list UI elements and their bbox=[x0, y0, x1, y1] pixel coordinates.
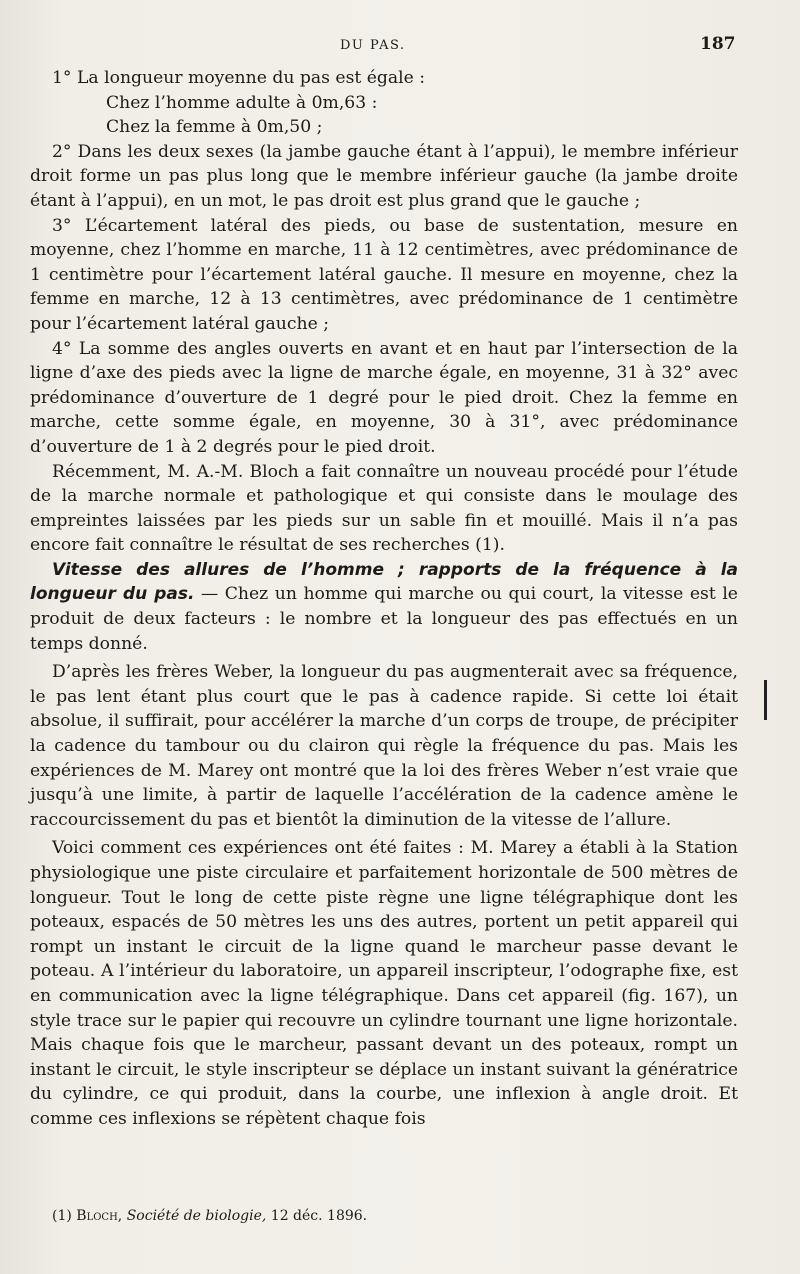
page-number: 187 bbox=[700, 34, 736, 54]
body-text bbox=[30, 66, 738, 1132]
finding-1-women: Chez la femme à 0m,50 ; bbox=[106, 117, 323, 138]
finding-1-men: Chez l’homme adulte à 0m,63 : bbox=[106, 92, 378, 113]
running-head: DU PAS. bbox=[340, 38, 406, 53]
bloch-paragraph: Récemment, M. A.-M. Bloch a fait connaître un nouveau procédé pour l’étude de la marche normale et pathologique et qui consiste dans le moulage des empreintes laissées par les pieds sur un sable fin et mouillé. Mais il n’a pas encore fait connaître le résultat de ses recherches (1). bbox=[30, 461, 738, 556]
footnote-journal: Société de biologie, bbox=[126, 1208, 267, 1224]
finding-4: 4° La somme des angles ouverts en avant et en haut par l’intersection de la ligne d’axe des pieds avec la ligne de marche égale, en moyenne, 31 à 32° avec prédominance d’ouverture de 1 degré pour le pied droit. Chez la femme en marche, cette somme égale, en moyenne, 30 à 31°, avec prédominance d’ouverture de 1 à 2 degrés pour le pied droit. bbox=[30, 338, 738, 457]
finding-3: 3° L’écartement latéral des pieds, ou base de sustentation, mesure en moyenne, chez l’homme en marche, 11 à 12 centimètres, avec prédominance de 1 centimètre pour l’écartement latéral gauche. Il mesure en moyenne, chez la femme en marche, 12 à 13 centimètres, avec prédominance de 1 centimètre pour l’écartement latéral gauche ; bbox=[30, 215, 738, 334]
marey-paragraph: Voici comment ces expériences ont été faites : M. Marey a établi à la Station physiologique une piste circulaire et parfaitement horizontale de 500 mètres de longueur. Tout le long de cette piste règne une ligne télégraphique dont les poteaux, espacés de 50 mètres les uns des autres, portent un petit appareil qui rompt un instant le circuit de la ligne quand le marcheur passe devant le poteau. A l’intérieur du laboratoire, un appareil inscripteur, l’odographe fixe, est en communication avec la ligne télégraphique. Dans cet appareil (fig. 167), un style trace sur le papier qui recouvre un cylindre tournant une ligne horizontale. Mais chaque fois que le marcheur, passant devant un des poteaux, rompt un instant le circuit, le style inscripteur se déplace un instant suivant la génératrice du cylindre, ce qui produit, dans la courbe, une inflexion à angle droit. Et comme ces inflexions se répètent chaque fois bbox=[30, 838, 738, 1129]
footnote-date: 12 déc. 1896. bbox=[270, 1208, 368, 1224]
footnote bbox=[52, 1208, 367, 1224]
footnote-number: (1) bbox=[52, 1208, 72, 1224]
section-title: Vitesse des allures de l’homme ; rapports de la fréquence à la longueur du pas. bbox=[30, 559, 738, 605]
finding-1: 1° La longueur moyenne du pas est égale : bbox=[52, 68, 426, 88]
finding-2: 2° Dans les deux sexes (la jambe gauche étant à l’appui), le membre inférieur droit forme un pas plus long que le membre inférieur gauche (la jambe droite étant à l’appui), en un mot, le pas droit est plus grand que le gauche ; bbox=[30, 141, 738, 211]
page-header bbox=[0, 34, 800, 58]
section-paragraph bbox=[30, 558, 738, 656]
weber-paragraph: D’après les frères Weber, la longueur du pas augmenterait avec sa fréquence, le pas lent étant plus court que le pas à cadence rapide. Si cette loi était absolue, il suffirait, pour accélérer la marche d’un corps de troupe, de précipiter la cadence du tambour ou du clairon qui règle la fréquence du pas. Mais les expériences de M. Marey ont montré que la loi des frères Weber n’est vraie que jusqu’à une limite, à partir de laquelle l’accélération de la cadence amène le raccourcissement du pas et bientôt la diminution de la vitesse de l’allure. bbox=[30, 662, 738, 830]
margin-mark bbox=[764, 680, 767, 720]
footnote-author: Bloch, bbox=[76, 1208, 123, 1224]
section-text: — Chez un homme qui marche ou qui court, la vitesse est le produit de deux facteurs : le nombre et la longueur des pas effectués en un temps donné. bbox=[30, 584, 738, 654]
